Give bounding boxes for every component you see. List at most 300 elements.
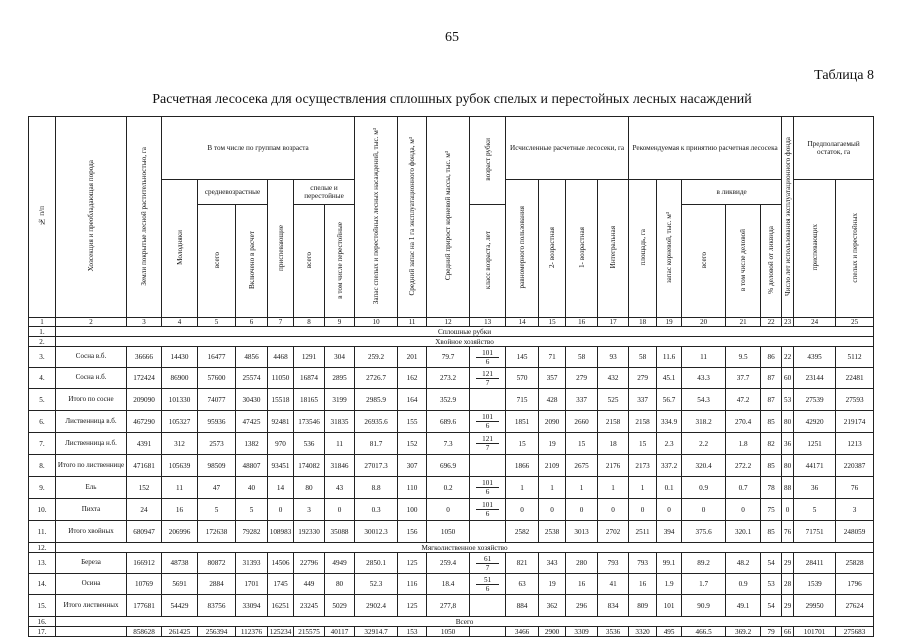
row-cell: 357 <box>539 368 566 389</box>
row-cell: 110 <box>398 477 427 499</box>
header-incl-business: в том числе деловой <box>726 205 761 318</box>
header-cut-age: возраст рубки <box>470 117 506 205</box>
row-cell: 10769 <box>127 574 162 595</box>
row-cell: 164 <box>398 389 427 411</box>
row-cell: 4395 <box>794 347 836 368</box>
row-cell: 0 <box>657 499 682 521</box>
table-title: Расчетная лесосека для осуществления сплошных рубок спелых и перестойных лесных насаждений <box>152 92 752 107</box>
section-label: Всего <box>56 617 874 627</box>
row-cell: 428 <box>539 389 566 411</box>
row-cell: 18 <box>598 433 629 455</box>
column-number: 2 <box>56 318 127 327</box>
age-class-cell <box>470 368 506 389</box>
row-cell: 43.3 <box>682 368 726 389</box>
row-cell: 47.2 <box>726 389 761 411</box>
header-recommended: Рекомендуемая к принятию расчетная лесосека <box>629 117 782 180</box>
row-cell: 15518 <box>268 389 294 411</box>
row-name: Осина <box>56 574 127 595</box>
row-cell: 31846 <box>325 455 355 477</box>
row-cell: 27624 <box>836 595 874 617</box>
row-cell: 696.9 <box>427 455 470 477</box>
header-mature-all: всего <box>294 205 325 318</box>
row-cell: 16 <box>566 574 598 595</box>
row-cell: 80 <box>325 574 355 595</box>
row-cell: 44171 <box>794 455 836 477</box>
row-cell: 449 <box>294 574 325 595</box>
row-cell: 35088 <box>325 521 355 543</box>
row-name: Береза <box>56 553 127 574</box>
row-cell: 5691 <box>162 574 198 595</box>
column-number: 8 <box>294 318 325 327</box>
row-cell: 320.1 <box>726 521 761 543</box>
row-cell: 15 <box>566 433 598 455</box>
section-row <box>29 543 874 553</box>
row-cell: 821 <box>506 553 539 574</box>
row-cell: 28411 <box>794 553 836 574</box>
row-cell: 80 <box>782 411 794 433</box>
row-cell: 80 <box>294 477 325 499</box>
row-cell: 467290 <box>127 411 162 433</box>
row-name: Итого по лиственнице <box>56 455 127 477</box>
row-cell: 116 <box>398 574 427 595</box>
row-cell: 1.7 <box>682 574 726 595</box>
row-cell: 58 <box>629 347 657 368</box>
row-cell: 206996 <box>162 521 198 543</box>
row-cell: 1851 <box>506 411 539 433</box>
row-cell: 0 <box>506 499 539 521</box>
row-cell: 11.6 <box>657 347 682 368</box>
row-number: 4. <box>29 368 56 389</box>
row-cell: 75 <box>761 499 782 521</box>
row-cell: 98509 <box>198 455 236 477</box>
row-cell: 3 <box>294 499 325 521</box>
row-cell: 259.2 <box>355 347 398 368</box>
table-row <box>29 347 874 368</box>
row-cell: 25574 <box>236 368 268 389</box>
row-cell: 689.6 <box>427 411 470 433</box>
row-cell: 1 <box>539 477 566 499</box>
row-cell: 162 <box>398 368 427 389</box>
row-cell: 172424 <box>127 368 162 389</box>
row-cell: 100 <box>398 499 427 521</box>
row-cell: 715 <box>506 389 539 411</box>
row-cell: 15 <box>506 433 539 455</box>
row-cell: 40 <box>236 477 268 499</box>
column-number: 20 <box>682 318 726 327</box>
row-cell: 2582 <box>506 521 539 543</box>
row-cell: 248059 <box>836 521 874 543</box>
row-cell: 19 <box>539 574 566 595</box>
row-cell: 93451 <box>268 455 294 477</box>
row-cell: 1539 <box>794 574 836 595</box>
age-class-top: 121 <box>476 435 499 444</box>
row-cell: 25828 <box>836 553 874 574</box>
row-name: Итого хвойных <box>56 521 127 543</box>
row-cell: 54 <box>761 595 782 617</box>
column-number: 17 <box>598 318 629 327</box>
column-number: 7 <box>268 318 294 327</box>
row-cell: 220387 <box>836 455 874 477</box>
age-class-bottom: 7 <box>485 563 490 572</box>
row-cell: 8.8 <box>355 477 398 499</box>
row-name: Сосна н.б. <box>56 368 127 389</box>
row-cell: 215575 <box>294 627 325 637</box>
table-row <box>29 627 874 637</box>
row-cell: 259.4 <box>427 553 470 574</box>
row-cell: 45.1 <box>657 368 682 389</box>
row-cell: 22481 <box>836 368 874 389</box>
row-cell: 219174 <box>836 411 874 433</box>
row-cell: 362 <box>539 595 566 617</box>
age-class-cell <box>470 411 506 433</box>
row-cell: 0.9 <box>682 477 726 499</box>
row-cell: 334.9 <box>657 411 682 433</box>
row-cell: 1 <box>598 477 629 499</box>
row-cell: 26935.6 <box>355 411 398 433</box>
row-cell: 14 <box>268 477 294 499</box>
column-number: 10 <box>355 318 398 327</box>
age-class-cell <box>470 627 506 637</box>
row-cell: 80 <box>782 455 794 477</box>
row-cell: 3309 <box>566 627 598 637</box>
column-number: 4 <box>162 318 198 327</box>
row-cell: 0 <box>539 499 566 521</box>
age-class-cell <box>470 455 506 477</box>
row-cell: 2702 <box>598 521 629 543</box>
row-cell: 970 <box>268 433 294 455</box>
row-cell: 48.2 <box>726 553 761 574</box>
row-cell: 2573 <box>198 433 236 455</box>
row-cell: 33094 <box>236 595 268 617</box>
row-cell: 52.3 <box>355 574 398 595</box>
age-class-cell <box>470 433 506 455</box>
row-cell: 99.1 <box>657 553 682 574</box>
row-cell: 22796 <box>294 553 325 574</box>
row-cell: 394 <box>657 521 682 543</box>
row-cell: 92481 <box>268 411 294 433</box>
row-cell: 3320 <box>629 627 657 637</box>
row-cell: 1251 <box>794 433 836 455</box>
header-age-groups: В том числе по группам возраста <box>162 117 355 180</box>
row-cell: 0 <box>782 499 794 521</box>
row-cell: 79 <box>761 627 782 637</box>
column-number: 23 <box>782 318 794 327</box>
row-cell: 71 <box>539 347 566 368</box>
row-name: Лиственница в.б. <box>56 411 127 433</box>
row-cell: 4468 <box>268 347 294 368</box>
row-cell: 16477 <box>198 347 236 368</box>
row-cell: 0 <box>682 499 726 521</box>
row-number: 3. <box>29 347 56 368</box>
row-cell: 16 <box>629 574 657 595</box>
row-name: Ель <box>56 477 127 499</box>
row-cell: 0 <box>566 499 598 521</box>
table-row <box>29 595 874 617</box>
row-cell: 172638 <box>198 521 236 543</box>
row-cell: 71751 <box>794 521 836 543</box>
row-cell: 88 <box>782 477 794 499</box>
row-cell: 279 <box>629 368 657 389</box>
row-cell: 3199 <box>325 389 355 411</box>
row-cell: 16 <box>162 499 198 521</box>
row-cell: 1050 <box>427 627 470 637</box>
age-class-top: 51 <box>476 576 499 585</box>
row-cell: 272.2 <box>726 455 761 477</box>
row-cell: 87 <box>761 368 782 389</box>
header-avg-growth: Средний прирост корневой массы, тыс. м³ <box>427 117 470 318</box>
row-cell: 57600 <box>198 368 236 389</box>
row-cell: 1.8 <box>726 433 761 455</box>
row-cell: 125 <box>398 595 427 617</box>
header-uniform: равномерного пользования <box>506 180 539 318</box>
row-cell: 53 <box>782 389 794 411</box>
row-cell: 375.6 <box>682 521 726 543</box>
row-cell: 466.5 <box>682 627 726 637</box>
row-cell: 4949 <box>325 553 355 574</box>
row-cell: 11 <box>325 433 355 455</box>
table-row <box>29 411 874 433</box>
row-cell: 471681 <box>127 455 162 477</box>
row-cell: 145 <box>506 347 539 368</box>
row-cell: 82 <box>761 433 782 455</box>
column-number: 14 <box>506 318 539 327</box>
age-class-top: 101 <box>476 413 499 422</box>
row-cell: 256394 <box>198 627 236 637</box>
row-cell: 201 <box>398 347 427 368</box>
header-farm: Хозсекция и преобладающая порода <box>56 117 127 318</box>
section-num: 2. <box>29 337 56 347</box>
header-middle-aged: средневозрастные <box>198 180 268 205</box>
column-number: 19 <box>657 318 682 327</box>
section-num: 12. <box>29 543 56 553</box>
column-number: 3 <box>127 318 162 327</box>
row-cell: 89.2 <box>682 553 726 574</box>
row-cell: 192330 <box>294 521 325 543</box>
row-cell: 112376 <box>236 627 268 637</box>
table-row <box>29 389 874 411</box>
section-row <box>29 337 874 347</box>
row-cell: 27539 <box>794 389 836 411</box>
age-class-bottom: 6 <box>485 488 490 496</box>
row-cell: 809 <box>629 595 657 617</box>
row-cell: 3013 <box>566 521 598 543</box>
row-cell: 49.1 <box>726 595 761 617</box>
age-class-top: 101 <box>476 479 499 488</box>
row-cell: 0.7 <box>726 477 761 499</box>
row-cell: 87 <box>761 389 782 411</box>
row-cell: 16251 <box>268 595 294 617</box>
section-row <box>29 327 874 337</box>
row-cell: 5029 <box>325 595 355 617</box>
age-class-cell <box>470 477 506 499</box>
row-cell: 48738 <box>162 553 198 574</box>
row-cell: 27593 <box>836 389 874 411</box>
row-cell: 37.7 <box>726 368 761 389</box>
row-cell: 275683 <box>836 627 874 637</box>
row-cell: 834 <box>598 595 629 617</box>
row-cell: 1213 <box>836 433 874 455</box>
row-number: 17. <box>29 627 56 637</box>
row-cell: 277,8 <box>427 595 470 617</box>
header-age-class: класс возраста, лет <box>470 205 506 318</box>
row-number: 13. <box>29 553 56 574</box>
row-name: Итого лиственных <box>56 595 127 617</box>
row-cell: 16874 <box>294 368 325 389</box>
row-number: 15. <box>29 595 56 617</box>
row-cell: 280 <box>566 553 598 574</box>
column-number: 15 <box>539 318 566 327</box>
header-avg-stock: Средний запас на 1 га эксплуатационного фонда, м³ <box>398 117 427 318</box>
row-number: 11. <box>29 521 56 543</box>
column-number: 22 <box>761 318 782 327</box>
row-cell: 36 <box>782 433 794 455</box>
row-cell: 5 <box>198 499 236 521</box>
header-num: № п/п <box>29 117 56 318</box>
row-cell: 79282 <box>236 521 268 543</box>
row-cell: 101701 <box>794 627 836 637</box>
row-cell: 41 <box>598 574 629 595</box>
row-cell: 1796 <box>836 574 874 595</box>
row-cell: 343 <box>539 553 566 574</box>
table-row <box>29 477 874 499</box>
row-cell: 2109 <box>539 455 566 477</box>
row-cell: 43 <box>325 477 355 499</box>
row-cell: 312 <box>162 433 198 455</box>
row-cell: 0 <box>427 499 470 521</box>
row-cell: 85 <box>761 521 782 543</box>
row-cell: 28 <box>782 574 794 595</box>
row-cell: 337.2 <box>657 455 682 477</box>
column-number: 9 <box>325 318 355 327</box>
row-cell: 2538 <box>539 521 566 543</box>
row-cell: 23144 <box>794 368 836 389</box>
cutting-area-table <box>28 116 874 637</box>
row-cell: 63 <box>506 574 539 595</box>
row-cell: 30430 <box>236 389 268 411</box>
header-land: Земли покрытые лесной растительностью, га <box>127 117 162 318</box>
header-second-age: 2- возрастная <box>539 180 566 318</box>
row-cell: 337 <box>629 389 657 411</box>
row-cell: 270.4 <box>726 411 761 433</box>
row-cell: 85 <box>761 455 782 477</box>
row-cell: 95936 <box>198 411 236 433</box>
row-cell: 2.3 <box>657 433 682 455</box>
header-stock-mature: Запас спелых и перестойных лесных насаждений, тыс. м³ <box>355 117 398 318</box>
row-cell: 152 <box>127 477 162 499</box>
row-cell: 3536 <box>598 627 629 637</box>
row-cell: 105327 <box>162 411 198 433</box>
row-cell: 2511 <box>629 521 657 543</box>
row-cell: 536 <box>294 433 325 455</box>
row-cell: 48807 <box>236 455 268 477</box>
row-cell: 680947 <box>127 521 162 543</box>
row-cell: 83756 <box>198 595 236 617</box>
row-cell: 101 <box>657 595 682 617</box>
row-cell: 60 <box>782 368 794 389</box>
row-cell: 0 <box>268 499 294 521</box>
row-cell: 495 <box>657 627 682 637</box>
row-cell: 209090 <box>127 389 162 411</box>
row-name: Итого по сосне <box>56 389 127 411</box>
row-cell: 2173 <box>629 455 657 477</box>
row-cell: 2660 <box>566 411 598 433</box>
row-cell: 40117 <box>325 627 355 637</box>
row-cell: 273.2 <box>427 368 470 389</box>
row-cell: 0 <box>598 499 629 521</box>
row-cell: 24 <box>127 499 162 521</box>
row-cell: 1866 <box>506 455 539 477</box>
row-cell: 86900 <box>162 368 198 389</box>
row-cell: 31835 <box>325 411 355 433</box>
table-row <box>29 455 874 477</box>
row-cell: 1382 <box>236 433 268 455</box>
row-number: 10. <box>29 499 56 521</box>
row-cell: 66 <box>782 627 794 637</box>
row-cell: 304 <box>325 347 355 368</box>
row-cell: 2895 <box>325 368 355 389</box>
age-class-cell <box>470 347 506 368</box>
row-cell: 30012.3 <box>355 521 398 543</box>
row-cell: 76 <box>782 521 794 543</box>
row-name: Сосна в.б. <box>56 347 127 368</box>
table-row <box>29 368 874 389</box>
row-cell: 5 <box>794 499 836 521</box>
row-cell: 27017.3 <box>355 455 398 477</box>
row-cell: 5 <box>236 499 268 521</box>
row-cell: 3466 <box>506 627 539 637</box>
column-number: 11 <box>398 318 427 327</box>
table-row <box>29 433 874 455</box>
age-class-top: 101 <box>476 501 499 510</box>
row-number: 9. <box>29 477 56 499</box>
header-pct-business: % деловой от ликвида <box>761 205 782 318</box>
column-number: 1 <box>29 318 56 327</box>
header-first-age: 1- возрастная <box>566 180 598 318</box>
row-cell: 58 <box>566 347 598 368</box>
column-number: 6 <box>236 318 268 327</box>
row-cell: 1291 <box>294 347 325 368</box>
row-cell: 156 <box>398 521 427 543</box>
row-cell: 0.2 <box>427 477 470 499</box>
age-class-bottom: 6 <box>485 584 490 593</box>
age-class-bottom: 6 <box>485 422 490 430</box>
row-cell: 1 <box>566 477 598 499</box>
header-calc-cut: Исчисленные расчетные лесосеки, га <box>506 117 629 180</box>
row-cell: 0 <box>726 499 761 521</box>
table-row <box>29 553 874 574</box>
row-cell: 54 <box>761 553 782 574</box>
row-cell: 125 <box>398 553 427 574</box>
age-class-cell <box>470 389 506 411</box>
row-cell: 5112 <box>836 347 874 368</box>
page-number: 65 <box>445 30 459 45</box>
row-cell: 320.4 <box>682 455 726 477</box>
row-cell: 2850.1 <box>355 553 398 574</box>
row-cell: 2726.7 <box>355 368 398 389</box>
row-cell: 4391 <box>127 433 162 455</box>
row-number: 8. <box>29 455 56 477</box>
row-cell: 9.5 <box>726 347 761 368</box>
table-row <box>29 499 874 521</box>
row-cell: 53 <box>761 574 782 595</box>
row-cell: 352.9 <box>427 389 470 411</box>
header-liquid-all: всего <box>682 205 726 318</box>
row-cell: 0.3 <box>355 499 398 521</box>
row-cell: 36666 <box>127 347 162 368</box>
age-class-cell <box>470 574 506 595</box>
row-cell: 86 <box>761 347 782 368</box>
column-number: 16 <box>566 318 598 327</box>
